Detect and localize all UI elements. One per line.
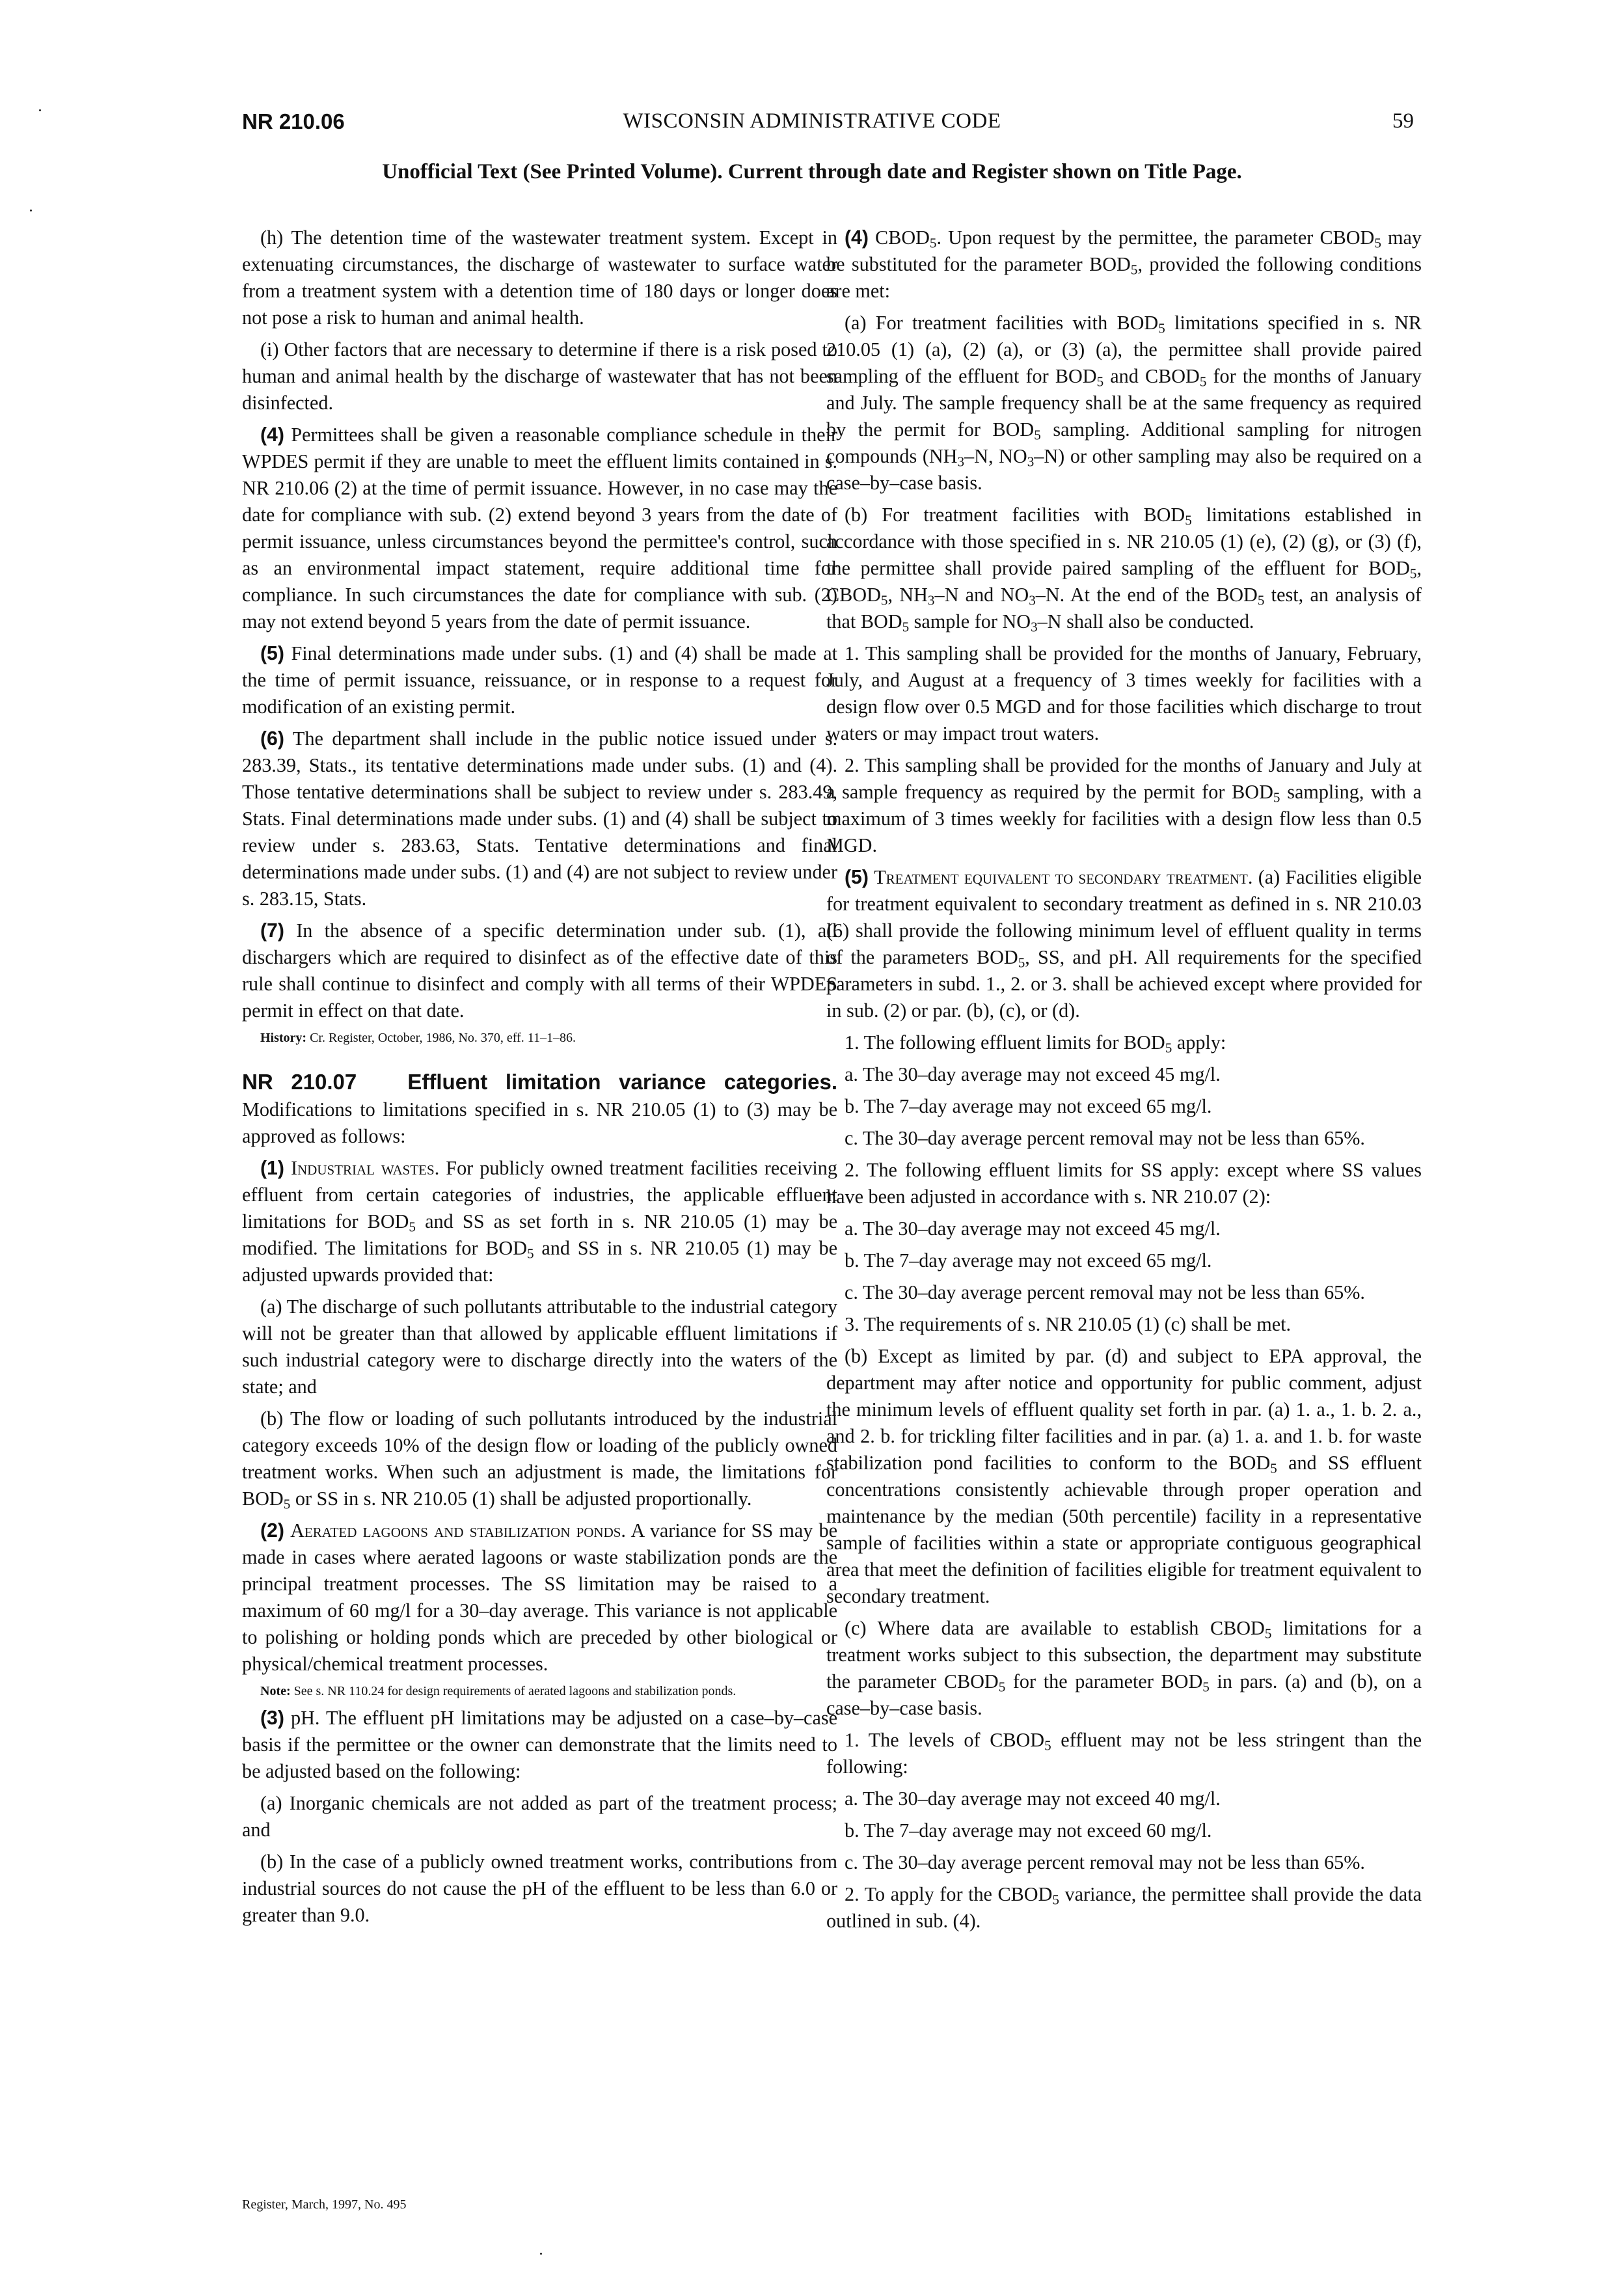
text-run: limitations for a treatment works subject to this subsection, the department may substitute the parameter CBOD <box>826 1617 1422 1692</box>
text-run: may be substituted for the parameter BOD <box>826 226 1422 275</box>
text-run: test, an analysis of that BOD <box>826 584 1422 632</box>
text-run: 1. The levels of CBOD <box>845 1729 1045 1751</box>
text-run: –N) or other sampling may also be required on a case–by–case basis. <box>826 445 1422 494</box>
page-number: 59 <box>1392 109 1414 133</box>
text-run: for the months of January and July. The sample frequency shall be at the same frequency as required by the permit for BOD <box>826 365 1422 441</box>
text-run: and CBOD <box>1103 365 1200 387</box>
subsection-number: (5) <box>260 643 284 664</box>
paragraph-i: (i) Other factors that are necessary to determine if there is a risk posed to human and animal health by the discharge of wastewater that has not been disinfected. <box>242 338 837 414</box>
subscript: 3 <box>927 592 935 608</box>
subsection-number: (3) <box>260 1707 284 1729</box>
subscript: 5 <box>283 1496 291 1512</box>
subsection-number: (4) <box>260 424 284 446</box>
paragraph-5b <box>826 1343 1422 1610</box>
item-1c: c. The 30–day average percent removal may not be less than 65%. <box>845 1127 1365 1149</box>
subsection-2 <box>242 1517 837 1678</box>
subsection-number: (6) <box>260 728 284 750</box>
text-run: 2. This sampling shall be provided for the months of January and July at a sample frequency as required by the permit for BOD <box>826 754 1422 803</box>
text-run: sampling. Additional sampling for nitrogen compounds (NH <box>826 418 1422 467</box>
text-run: (c) Where data are available to establish CBOD <box>845 1617 1265 1639</box>
item-1 <box>826 1029 1422 1056</box>
paragraph-5c <box>826 1615 1422 1722</box>
item-1a: a. The 30–day average may not exceed 45 mg/l. <box>845 1063 1221 1085</box>
running-header-title: WISCONSIN ADMINISTRATIVE CODE <box>623 109 1001 133</box>
subscript: 5 <box>1165 1040 1172 1056</box>
subsection-5 <box>242 640 837 720</box>
item-c1 <box>826 1727 1422 1780</box>
subscript: 5 <box>1044 1737 1051 1754</box>
text-run: 2. To apply for the CBOD <box>845 1883 1053 1905</box>
item-2: 2. The following effluent limits for SS apply: except where SS values have been adjusted in accordance with s. NR 210.07 (2): <box>826 1159 1422 1208</box>
subsection-4-cbod <box>826 224 1422 305</box>
subsection-5-secondary <box>826 864 1422 1024</box>
section-heading <box>242 1068 837 1150</box>
paragraph-3b: (b) In the case of a publicly owned treatment works, contributions from industrial sources do not cause the pH of the effluent to be less than 6.0 or greater than 9.0. <box>242 1851 837 1926</box>
subscript: 3 <box>1029 592 1036 608</box>
register-footer: Register, March, 1997, No. 495 <box>242 2197 407 2212</box>
section-intro: Modifications to limitations specified in s. NR 210.05 (1) to (3) may be approved as follows: <box>242 1098 837 1147</box>
subscript: 5 <box>1374 235 1381 251</box>
note-text: See s. NR 110.24 for design requirements of aerated lagoons and stabilization ponds. <box>290 1684 737 1698</box>
subsection-number: (4) <box>845 227 869 249</box>
text-run: and SS as set forth in s. NR 210.05 (1) may be modified. The limitations for BOD <box>242 1210 837 1259</box>
text-run: or SS in s. NR 210.05 (1) shall be adjusted proportionally. <box>290 1487 752 1510</box>
text-run: 1. The following effluent limits for BOD <box>845 1031 1165 1053</box>
subsection-heading: Aerated lagoons and stabilization ponds. <box>290 1519 626 1542</box>
subscript: 5 <box>409 1219 416 1235</box>
history-label: History: <box>260 1031 307 1045</box>
scan-speck <box>540 2253 542 2255</box>
text-run: For publicly owned treatment facilities receiving effluent from certain categories of industries, the applicable effluent limitations for BOD <box>242 1157 837 1232</box>
subscript: 5 <box>1052 1892 1059 1908</box>
text-run: and SS effluent concentrations consistently achievable through proper operation and maintenance by the median (50th percentile) facility in a representative sample of facilities within a state or appropriate contiguous geographical area that meet the definition of facilities eligible for treatment equivalent to secondary treatment. <box>826 1452 1422 1607</box>
subsection-text: The department shall include in the public notice issued under s. 283.39, Stats., its tentative determinations made under subs. (1) and (4). Those tentative determinations shall be subject to review under s. 283.49, Stats. Final determinations made under subs. (1) and (4) shall be subject to review under s. 283.63, Stats. Tentative determinations and final determinations made under subs. (1) and (4) are not subject to review under s. 283.15, Stats. <box>242 727 837 910</box>
unofficial-text-notice: Unofficial Text (See Printed Volume). Current through date and Register shown on Title Page. <box>382 160 1242 183</box>
subscript: 5 <box>1264 1625 1272 1642</box>
text-run: (b) The flow or loading of such pollutants introduced by the industrial category exceeds 10% of the design flow or loading of the publicly owned treatment works. When such an adjustment is made, the limitations for BOD <box>242 1407 837 1510</box>
subsection-4 <box>242 422 837 635</box>
history-text: Cr. Register, October, 1986, No. 370, eff. 11–1–86. <box>306 1031 576 1045</box>
text-run: sample for NO <box>909 610 1031 632</box>
text-run: for the parameter BOD <box>1005 1670 1203 1692</box>
subscript: 5 <box>1034 427 1041 443</box>
paragraph-4a <box>826 310 1422 496</box>
subscript: 5 <box>902 619 910 635</box>
subscript: 5 <box>1096 374 1104 390</box>
note <box>242 1683 837 1700</box>
right-column <box>826 224 1422 1940</box>
text-run: (b) For treatment facilities with BOD <box>845 504 1185 526</box>
note-label: Note: <box>260 1684 291 1698</box>
subsection-1 <box>242 1155 837 1288</box>
text-run: limitations established in accordance with those specified in s. NR 210.05 (1) (e), (2) (g), or (3) (f), the permittee shall provide paired sampling of the effluent for BOD <box>826 504 1422 579</box>
subsection-3 <box>242 1705 837 1785</box>
subscript: 3 <box>1031 619 1038 635</box>
subscript: 5 <box>1257 592 1265 608</box>
item-c2 <box>826 1881 1422 1935</box>
item-3: 3. The requirements of s. NR 210.05 (1) (c) shall be met. <box>845 1313 1292 1335</box>
text-run: , NH <box>887 584 928 606</box>
text-run: sampling, with a maximum of 3 times weekly for facilities with a design flow less than 0.5 MGD. <box>826 781 1422 856</box>
paragraph-1b <box>242 1406 837 1512</box>
text-run: in pars. (a) and (b), on a case–by–case basis. <box>826 1670 1422 1719</box>
subsection-heading: Treatment equivalent to secondary treatment. <box>874 866 1253 888</box>
subscript: 5 <box>1018 955 1025 971</box>
item-1b: b. The 7–day average may not exceed 65 mg/l. <box>845 1095 1212 1117</box>
subscript: 5 <box>527 1245 534 1262</box>
paragraph-1a: (a) The discharge of such pollutants attributable to the industrial category will not be greater than that allowed by applicable effluent limitations if such industrial category were to discharge directly into the waters of the state; and <box>242 1296 837 1398</box>
history-note <box>242 1029 837 1046</box>
text-run: –N and NO <box>934 584 1029 606</box>
text-run: . Upon request by the permittee, the parameter CBOD <box>936 226 1375 249</box>
item-c1b: b. The 7–day average may not exceed 60 mg/l. <box>845 1819 1212 1841</box>
running-header-section: NR 210.06 <box>242 109 345 133</box>
item-c1a: a. The 30–day average may not exceed 40 mg/l. <box>845 1787 1221 1810</box>
subscript: 5 <box>880 592 888 608</box>
text-run: , CBOD <box>826 557 1422 606</box>
subscript: 5 <box>929 235 937 251</box>
text-run: , provided the following conditions are met: <box>826 253 1422 302</box>
paragraph-h: (h) The detention time of the wastewater treatment system. Except in extenuating circumstances, the discharge of wastewater to surface water from a treatment system with a detention time of 180 days or longer does not pose a risk to human and animal health. <box>242 226 837 329</box>
left-column <box>242 224 837 1934</box>
subscript: 3 <box>1027 454 1035 470</box>
subsection-number: (5) <box>845 867 869 888</box>
subscript: 5 <box>1270 1460 1277 1476</box>
text-run: –N, NO <box>964 445 1027 467</box>
section-number: NR 210.07 <box>242 1070 357 1094</box>
subscript: 5 <box>1409 565 1417 582</box>
subscript: 5 <box>1158 320 1165 336</box>
subsection-number: (1) <box>260 1158 284 1179</box>
text-run: (a) Facilities eligible for treatment equivalent to secondary treatment as defined in s. NR 210.03 (6) shall provide the following minimum level of effluent quality in terms of the parameters BOD <box>826 866 1422 968</box>
text-run: (a) For treatment facilities with BOD <box>845 312 1159 334</box>
text-run: limitations specified in s. NR 210.05 (1) (a), (2) (a), or (3) (a), the permittee shall provide paired sampling of the effluent for BOD <box>826 312 1422 387</box>
subsection-text: pH. The effluent pH limitations may be adjusted on a case–by–case basis if the permittee or the owner can demonstrate that the limits need to be adjusted based on the following: <box>242 1707 838 1782</box>
text-run: apply: <box>1172 1031 1226 1053</box>
text-run: CBOD <box>875 226 930 249</box>
subscript: 5 <box>1273 789 1280 806</box>
subsection-number: (7) <box>260 920 284 942</box>
section-title: Effluent limitation variance categories. <box>407 1070 838 1094</box>
text-run: (b) Except as limited by par. (d) and subject to EPA approval, the department may after notice and opportunity for public comment, adjust the minimum levels of effluent quality set forth in par. (a) 1. a., 1. b. 2. a., and 2. b. for trickling filter facilities and in par. (a) 1. a. and 1. b. for waste stabilization pond facilities to conform to the BOD <box>826 1345 1422 1474</box>
item-2b: b. The 7–day average may not exceed 65 mg/l. <box>845 1249 1212 1271</box>
paragraph-3a: (a) Inorganic chemicals are not added as part of the treatment process; and <box>242 1792 837 1841</box>
text-run: effluent may not be less stringent than the following: <box>826 1729 1422 1778</box>
subscript: 5 <box>1202 1679 1210 1695</box>
item-c1c: c. The 30–day average percent removal may not be less than 65%. <box>845 1851 1365 1873</box>
paragraph-4b <box>826 502 1422 635</box>
subscript: 3 <box>957 454 965 470</box>
subdivision-4b2 <box>826 752 1422 859</box>
subsection-heading: Industrial wastes. <box>290 1157 440 1179</box>
scan-speck <box>39 109 41 111</box>
subsection-text: Final determinations made under subs. (1) and (4) shall be made at the time of permit issuance, reissuance, or in response to a request for modification of an existing permit. <box>242 642 837 718</box>
subdivision-4b1: 1. This sampling shall be provided for the months of January, February, July, and August at a frequency of 3 times weekly for facilities with a design flow over 0.5 MGD and for those facilities which discharge to trout waters or may impact trout waters. <box>826 642 1422 744</box>
text-run: –N shall also be conducted. <box>1037 610 1254 632</box>
scan-speck <box>30 210 32 211</box>
text-run: , SS, and pH. All requirements for the specified parameters in subd. 1., 2. or 3. shall be achieved except where provided for in sub. (2) or par. (b), (c), or (d). <box>826 946 1422 1022</box>
subsection-7 <box>242 917 837 1024</box>
subsection-text: Permittees shall be given a reasonable compliance schedule in their WPDES permit if they are unable to meet the effluent limits contained in s. NR 210.06 (2) at the time of permit issuance. However, in no case may the date for compliance with sub. (2) extend beyond 3 years from the date of permit issuance, unless circumstances beyond the permittee's control, such as an environmental impact statement, require additional time for compliance. In such circumstances the date for compliance with sub. (2) may not extend beyond 5 years from the date of permit issuance. <box>242 424 838 632</box>
text-run: A variance for SS may be made in cases where aerated lagoons or waste stabilization ponds are the principal treatment processes. The SS limitation may be raised to a maximum of 60 mg/l for a 30–day average. This variance is not applicable to polishing or holding ponds which are preceded by other biological or physical/chemical treatment processes. <box>242 1519 838 1675</box>
item-2c: c. The 30–day average percent removal may not be less than 65%. <box>845 1281 1365 1303</box>
subsection-text: In the absence of a specific determination under sub. (1), all dischargers which are required to disinfect as of the effective date of this rule shall continue to disinfect and comply with all terms of their WPDES permit in effect on that date. <box>242 919 837 1022</box>
text-run: and SS in s. NR 210.05 (1) may be adjusted upwards provided that: <box>242 1237 837 1286</box>
text-run: –N. At the end of the BOD <box>1035 584 1258 606</box>
subscript: 5 <box>998 1679 1006 1695</box>
subsection-number: (2) <box>260 1520 284 1542</box>
subsection-6 <box>242 726 837 912</box>
subscript: 5 <box>1185 512 1192 528</box>
item-2a: a. The 30–day average may not exceed 45 mg/l. <box>845 1217 1221 1240</box>
subscript: 5 <box>1130 262 1138 278</box>
text-run: variance, the permittee shall provide the data outlined in sub. (4). <box>826 1883 1422 1932</box>
subscript: 5 <box>1199 374 1207 390</box>
